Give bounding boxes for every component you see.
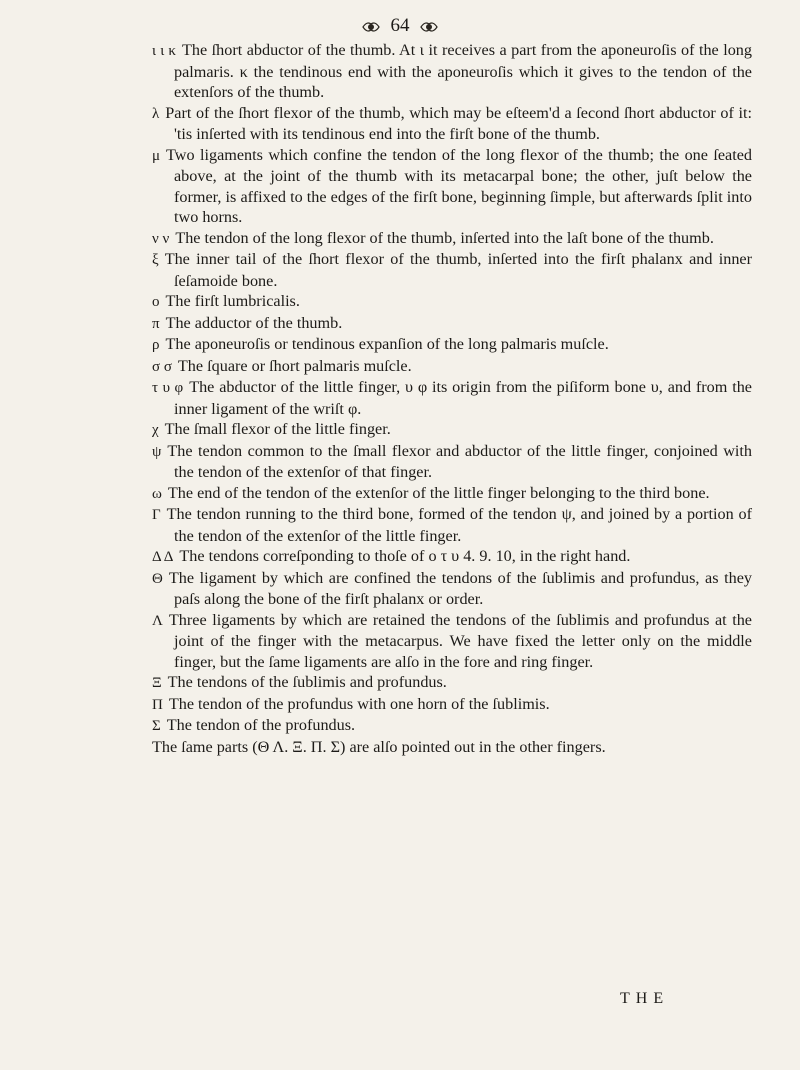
legend-entry (152, 672, 752, 694)
entry-label: Σ (152, 718, 161, 734)
legend-entry (152, 40, 752, 103)
entry-label: χ (152, 422, 159, 438)
legend-entry (152, 715, 752, 737)
entry-label: σ σ (152, 358, 172, 375)
entry-label: Ξ (152, 675, 162, 691)
catchword: THE (620, 990, 670, 1007)
entry-text: The aponeuroſis or tendinous expanſion of the long palmaris muſcle. (165, 335, 609, 353)
entry-text: Two ligaments which confine the tendon of the long flexor of the thumb; the one ſeated above, at the joint of the thumb with its metacarpal bone; the other, juſt below the former, is affixed to the edges of the firſt bone, beginning ſimple, but afterwards ſplit into two horns. (166, 145, 752, 226)
legend-entry (152, 249, 752, 291)
entry-text: The tendon of the profundus. (166, 716, 356, 734)
fleuron-left-icon (362, 20, 380, 34)
legend-entry (152, 419, 752, 441)
entry-label: μ (152, 147, 161, 164)
entry-label: ψ (152, 443, 162, 460)
entry-text: The ſmall flexor of the little finger. (164, 420, 391, 438)
entry-label: λ (152, 105, 160, 122)
entry-text: The tendon of the profundus with one horn of the ſublimis. (168, 694, 550, 713)
entry-label: Θ (152, 570, 163, 587)
entry-text: The inner tail of the ſhort flexor of the thumb, inſerted into the firſt phalanx and inner ſeſamoide bone. (164, 250, 752, 290)
entry-text: The firſt lumbricalis. (165, 292, 300, 310)
entry-text: Part of the ſhort flexor of the thumb, which may be eſteem'd a ſecond ſhort abductor of it: 'tis inſerted with its tendinous end into the firſt bone of the thumb. (165, 103, 752, 143)
entry-label: ω (152, 485, 162, 502)
entry-label: π (152, 315, 160, 332)
legend-entry (152, 483, 752, 505)
entry-label: τ υ φ (152, 380, 184, 396)
legend-entry (152, 291, 752, 313)
legend-entry (152, 441, 752, 483)
entry-text: The end of the tendon of the extenſor of the little finger belonging to the third bone. (167, 483, 710, 502)
legend-entry (152, 145, 752, 228)
legend-entry (152, 610, 752, 673)
entry-label: ξ (152, 252, 159, 268)
closing-line: The ſame parts (Θ Λ. Ξ. Π. Σ) are alſo pointed out in the other fingers. (152, 737, 606, 756)
entry-label: Λ (152, 612, 163, 629)
legend-entries (152, 40, 752, 757)
legend-entry (152, 228, 752, 250)
legend-entry (152, 356, 752, 378)
entry-text: The tendons of the ſublimis and profundus. (167, 673, 447, 691)
page-number: 64 (390, 15, 410, 36)
entry-label: ν ν (152, 230, 170, 247)
entry-label: ρ (152, 337, 160, 353)
entry-text: The abductor of the little finger, υ φ its origin from the piſiform bone υ, and from the inner ligament of the wriſt φ. (174, 378, 752, 418)
legend-entry (152, 334, 752, 356)
entry-label: ο (152, 294, 160, 310)
entry-text: The ligament by which are confined the tendons of the ſublimis and profundus, as they paſs along the bone of the firſt phalanx or order. (168, 568, 752, 608)
legend-entry (152, 103, 752, 145)
entry-text: The tendon running to the third bone, formed of the tendon ψ, and joined by a portion of the tendon of the extenſor of the little finger. (166, 505, 752, 545)
legend-entry (152, 313, 752, 335)
entry-label: Δ Δ (152, 549, 174, 565)
page-header (0, 14, 800, 38)
legend-entry (152, 504, 752, 546)
entry-text: The adductor of the thumb. (165, 313, 343, 332)
entry-text: The tendons correſponding to thoſe of ο τ υ 4. 9. 10, in the right hand. (179, 547, 631, 565)
legend-entry (152, 546, 752, 568)
fleuron-right-icon (420, 20, 438, 34)
legend-entry (152, 568, 752, 610)
entry-text: The tendon of the long flexor of the thumb, inſerted into the laſt bone of the thumb. (175, 228, 714, 247)
legend-entry (152, 377, 752, 419)
entry-label: Γ (152, 507, 161, 523)
entry-text: The tendon common to the ſmall flexor and abductor of the little finger, conjoined with the tendon of the extenſor of that finger. (167, 441, 752, 481)
entry-label: ι ι κ (152, 43, 176, 59)
legend-entry (152, 694, 752, 716)
entry-text: The ſhort abductor of the thumb. At ι it receives a part from the aponeuroſis of the long palmaris. κ the tendinous end with the aponeuroſis which it gives to the tendon of the extenſors of the thumb. (174, 41, 752, 101)
entry-text: The ſquare or ſhort palmaris muſcle. (177, 356, 412, 375)
entry-text: Three ligaments by which are retained the tendons of the ſublimis and profundus at the joint of the finger with the metacarpus. We have fixed the letter only on the middle finger, but the ſame ligaments are alſo in the fore and ring finger. (168, 610, 752, 671)
entry-label: Π (152, 696, 163, 713)
